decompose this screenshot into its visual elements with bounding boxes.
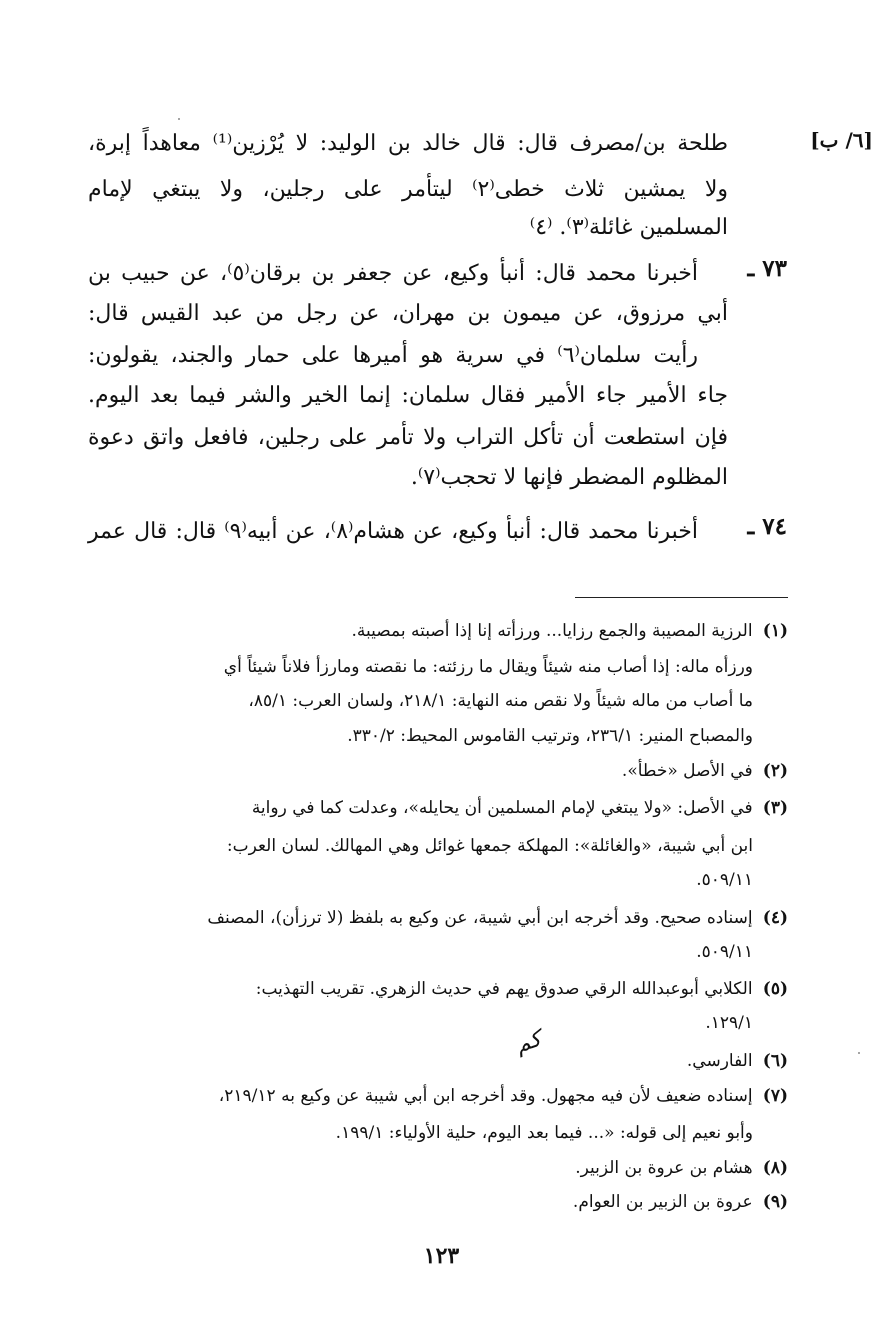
footnote-text: ٥٠٩/١١. [696, 942, 753, 962]
footnote-text: إسناده ضعيف لأن فيه مجهول. وقد أخرجه ابن أبي شيبة عن وكيع به ٢١٩/١٢، [218, 1086, 753, 1106]
footnote-3 [98, 792, 788, 824]
manuscript-folio-reference: [٦/ ب] [810, 128, 873, 152]
footnote-9 [98, 1186, 788, 1218]
footnote-number: (١) [762, 621, 788, 641]
footnote-text: الرزية المصيبة والجمع رزايا... ورزأته إنا إذا أصبته بمصيبة. [351, 621, 753, 641]
footnote-text: هشام بن عروة بن الزبير. [575, 1158, 753, 1178]
footnote-6 [98, 1045, 788, 1077]
footnote-7 [98, 1080, 788, 1112]
footnote-text: والمصباح المنير: ٢٣٦/١، وترتيب القاموس المحيط: ٣٣٠/٢. [347, 726, 753, 746]
entry-number: ٧٣ ـ [747, 255, 787, 282]
main-text-line: رأيت سلمان⁽٦⁾ في سرية هو أميرها على حمار والجند، يقولون: [88, 343, 698, 368]
footnote-text: في الأصل «خطأ». [621, 761, 753, 781]
scan-speck [178, 118, 180, 120]
scan-speck [858, 1052, 860, 1054]
footnote-number: (٢) [762, 761, 788, 781]
main-text-line: ولا يمشين ثلاث خطى⁽٢⁾ ليتأمر على رجلين، ولا يبتغي لإمام [88, 177, 729, 202]
main-text-line: فإن استطعت أن تأكل التراب ولا تأمر على رجلين، فافعل واتق دعوة [88, 425, 728, 450]
main-text-line: طلحة بن/مصرف قال: قال خالد بن الوليد: لا يُرْزين⁽¹⁾ معاهداً إبرة، [88, 131, 728, 156]
footnote-text: وأبو نعيم إلى قوله: «... فيما بعد اليوم، حلية الأولياء: ١٩٩/١. [335, 1123, 753, 1143]
footnote-number: (٩) [762, 1192, 788, 1212]
footnote-text: ابن أبي شيبة، «والغائلة»: المهلكة جمعها غوائل وهي المهالك. لسان العرب: [226, 836, 753, 856]
footnote-text: ما أصاب من ماله شيئاً ولا نقص منه النهاية: ٢١٨/١، ولسان العرب: ٨٥/١، [248, 691, 753, 711]
footnote-1 [98, 615, 788, 647]
footnote-number: (٨) [762, 1158, 788, 1178]
footnote-number: (٥) [762, 979, 788, 999]
footnote-8 [98, 1152, 788, 1184]
main-text-line: أبي مرزوق، عن ميمون بن مهران، عن رجل من عبد القيس قال: [88, 301, 728, 326]
footnote-text: عروة بن الزبير بن العوام. [572, 1192, 753, 1212]
footnote-text: في الأصل: «ولا يبتغي لإمام المسلمين أن يحايله»، وعدلت كما في رواية [251, 798, 753, 818]
main-text-line: أخبرنا محمد قال: أنبأ وكيع، عن هشام⁽٨⁾، عن أبيه⁽٩⁾ قال: قال عمر [88, 519, 699, 544]
entry-number: ٧٤ ـ [747, 513, 787, 540]
footnote-number: (٦) [762, 1051, 788, 1071]
footnote-number: (٣) [762, 798, 788, 818]
main-text-line: المظلوم المضطر فإنها لا تحجب⁽٧⁾. [410, 465, 728, 490]
footnote-number: (٧) [762, 1086, 788, 1106]
footnote-text: ١٢٩/١. [705, 1013, 753, 1033]
footnote-number: (٤) [762, 908, 788, 928]
footnote-text: الفارسي. [686, 1051, 753, 1071]
footnote-separator [575, 597, 788, 598]
footnote-text: ورزأه ماله: إذا أصاب منه شيئاً ويقال ما رزئته: ما نقصته ومارزأ فلاناً شيئاً أي [223, 657, 753, 677]
footnote-text: إسناده صحيح. وقد أخرجه ابن أبي شيبة، عن وكيع به بلفظ (لا ترزأن)، المصنف [207, 908, 753, 928]
footnote-5 [98, 973, 788, 1005]
main-text-line: جاء الأمير جاء الأمير فقال سلمان: إنما الخير والشر فيما بعد اليوم. [88, 383, 728, 408]
footnote-text: الكلابي أبوعبدالله الرقي صدوق يهم في حديث الزهري. تقريب التهذيب: [255, 979, 753, 999]
footnote-2 [98, 755, 788, 787]
page-number: ١٢٣ [423, 1243, 460, 1269]
footnote-text: ٥٠٩/١١. [696, 870, 753, 890]
handwritten-mark: كم [512, 1026, 545, 1059]
main-text-line: المسلمين غائلة⁽٣⁾. ⁽٤⁾ [529, 215, 728, 240]
footnote-4 [98, 902, 788, 934]
main-text-line: أخبرنا محمد قال: أنبأ وكيع، عن جعفر بن برقان⁽٥⁾، عن حبيب بن [88, 261, 698, 286]
